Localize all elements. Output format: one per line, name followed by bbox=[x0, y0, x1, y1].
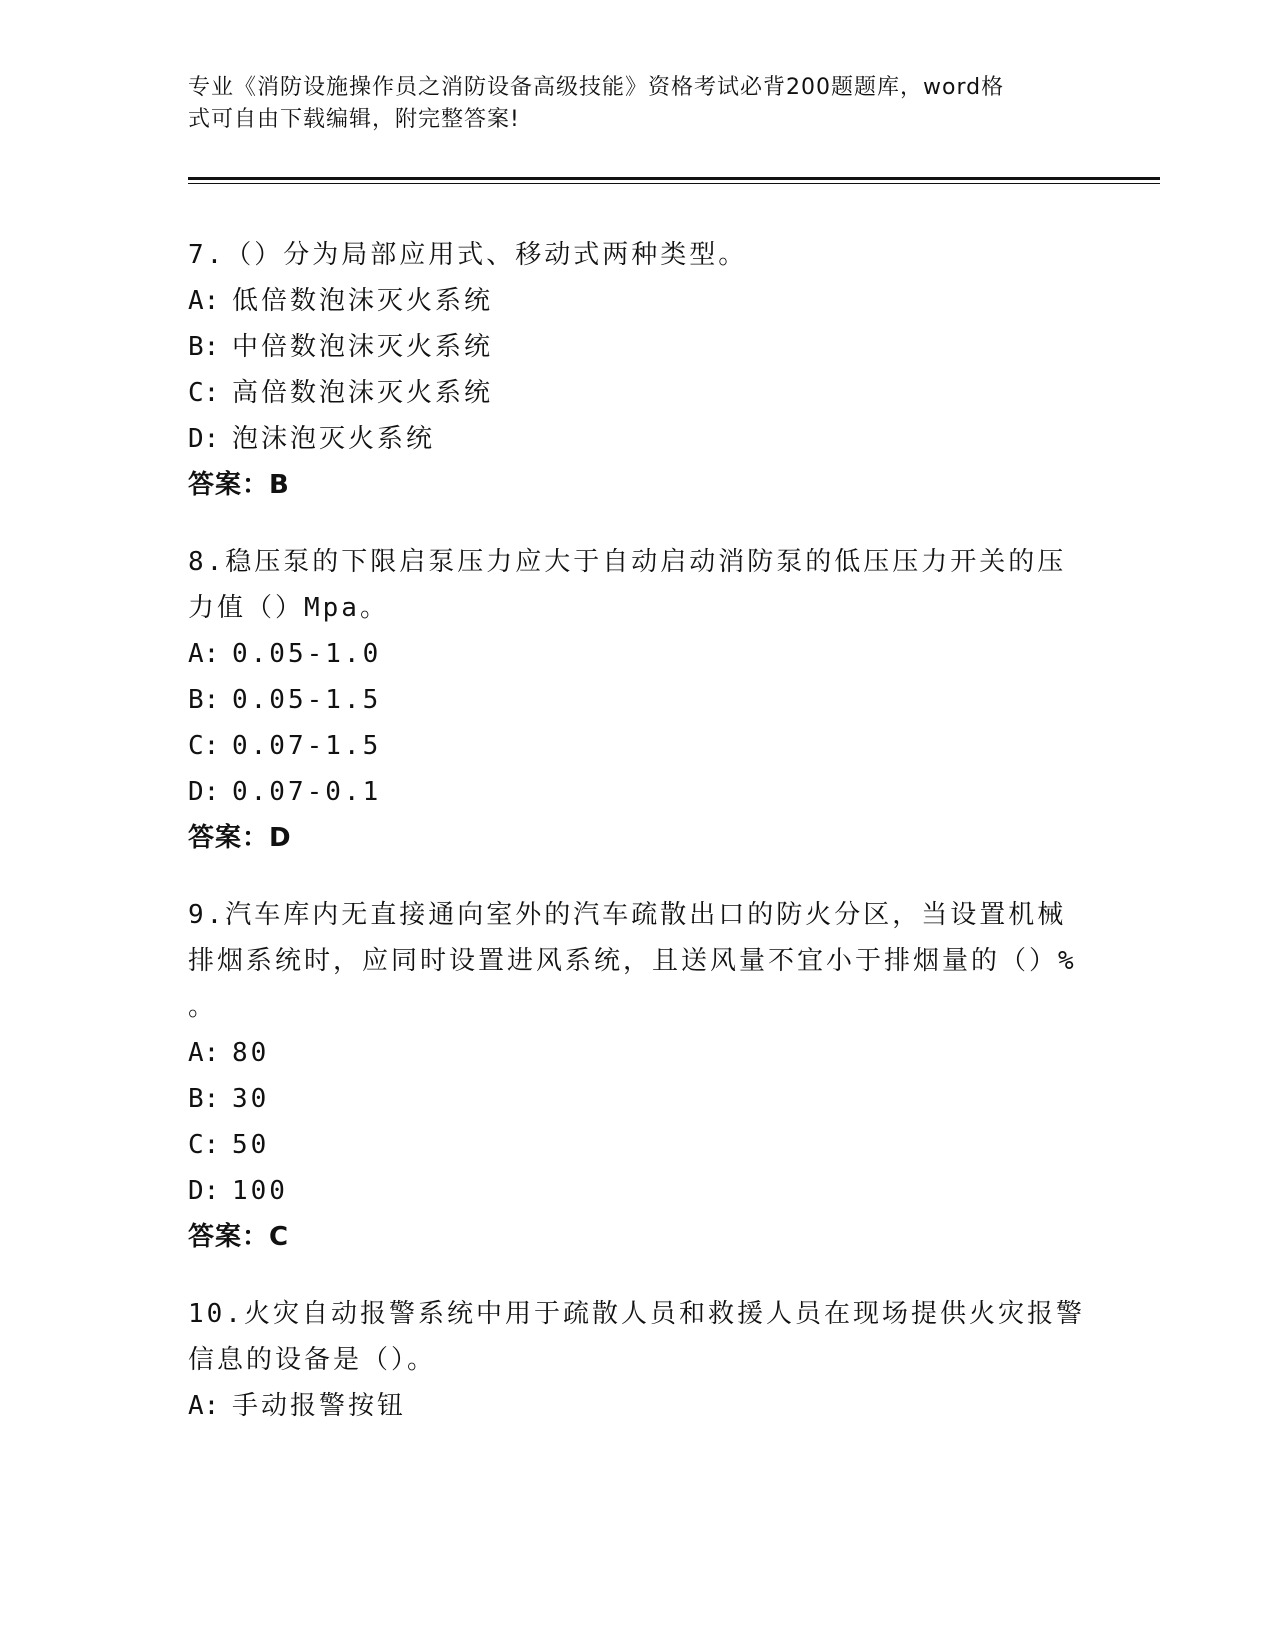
header-divider-thin bbox=[188, 183, 1160, 184]
option-letter: C: bbox=[188, 731, 220, 761]
option-text: 0.07-1.5 bbox=[232, 731, 382, 761]
option-letter: A: bbox=[188, 1391, 220, 1421]
question-text-line: 。 bbox=[188, 992, 218, 1022]
option-text: 0.05-1.0 bbox=[232, 639, 382, 669]
option-text: 高倍数泡沫灭火系统 bbox=[232, 378, 494, 408]
question-item bbox=[188, 539, 1088, 861]
answer-key: 答案：C bbox=[188, 1222, 290, 1252]
answer-option bbox=[188, 1168, 1088, 1214]
question-text bbox=[188, 232, 1088, 278]
document-header bbox=[188, 72, 1068, 136]
option-text: 100 bbox=[232, 1176, 288, 1206]
option-letter: D: bbox=[188, 424, 220, 454]
option-text: 低倍数泡沫灭火系统 bbox=[232, 286, 494, 316]
option-letter: B: bbox=[188, 332, 220, 362]
answer-option bbox=[188, 278, 1088, 324]
option-text: 0.05-1.5 bbox=[232, 685, 382, 715]
question-text bbox=[188, 892, 1088, 1030]
option-letter: A: bbox=[188, 639, 220, 669]
option-text: 80 bbox=[232, 1038, 270, 1068]
question-item bbox=[188, 232, 1088, 508]
question-text bbox=[188, 539, 1088, 631]
answer-key: 答案：B bbox=[188, 470, 290, 500]
answer-option bbox=[188, 769, 1088, 815]
option-letter: B: bbox=[188, 685, 220, 715]
question-text bbox=[188, 1291, 1088, 1383]
answer-key: 答案：D bbox=[188, 823, 292, 853]
question-text-line: 8.稳压泵的下限启泵压力应大于自动启动消防泵的低压压力开关的压 bbox=[188, 547, 1067, 577]
header-divider-thick bbox=[188, 177, 1160, 180]
option-text: 泡沫泡灭火系统 bbox=[232, 424, 436, 454]
question-text-line: 9.汽车库内无直接通向室外的汽车疏散出口的防火分区，当设置机械 bbox=[188, 900, 1067, 930]
option-letter: B: bbox=[188, 1084, 220, 1114]
question-list bbox=[188, 232, 1088, 1460]
question-item bbox=[188, 1291, 1088, 1429]
header-line-1: 专业《消防设施操作员之消防设备高级技能》资格考试必背200题题库，word格 bbox=[188, 75, 1005, 100]
option-letter: C: bbox=[188, 378, 220, 408]
header-line-2: 式可自由下载编辑，附完整答案! bbox=[188, 107, 520, 132]
answer-option bbox=[188, 677, 1088, 723]
answer-option bbox=[188, 1383, 1088, 1429]
option-letter: D: bbox=[188, 777, 220, 807]
question-text-line: 排烟系统时，应同时设置进风系统，且送风量不宜小于排烟量的（）% bbox=[188, 946, 1077, 976]
answer-option bbox=[188, 631, 1088, 677]
question-text-line: 信息的设备是（）。 bbox=[188, 1345, 437, 1375]
answer-option bbox=[188, 1122, 1088, 1168]
option-letter: D: bbox=[188, 1176, 220, 1206]
option-letter: C: bbox=[188, 1130, 220, 1160]
question-item bbox=[188, 892, 1088, 1260]
answer-option bbox=[188, 370, 1088, 416]
option-text: 0.07-0.1 bbox=[232, 777, 382, 807]
option-text: 手动报警按钮 bbox=[232, 1391, 407, 1421]
answer-option bbox=[188, 1076, 1088, 1122]
option-text: 中倍数泡沫灭火系统 bbox=[232, 332, 494, 362]
answer-option bbox=[188, 1030, 1088, 1076]
option-text: 50 bbox=[232, 1130, 270, 1160]
option-text: 30 bbox=[232, 1084, 270, 1114]
answer-option bbox=[188, 723, 1088, 769]
option-letter: A: bbox=[188, 286, 220, 316]
question-text-line: 7.（）分为局部应用式、移动式两种类型。 bbox=[188, 240, 748, 270]
question-text-line: 10.火灾自动报警系统中用于疏散人员和救援人员在现场提供火灾报警 bbox=[188, 1299, 1085, 1329]
option-letter: A: bbox=[188, 1038, 220, 1068]
question-text-line: 力值（）Mpa。 bbox=[188, 593, 389, 623]
answer-option bbox=[188, 416, 1088, 462]
answer-option bbox=[188, 324, 1088, 370]
